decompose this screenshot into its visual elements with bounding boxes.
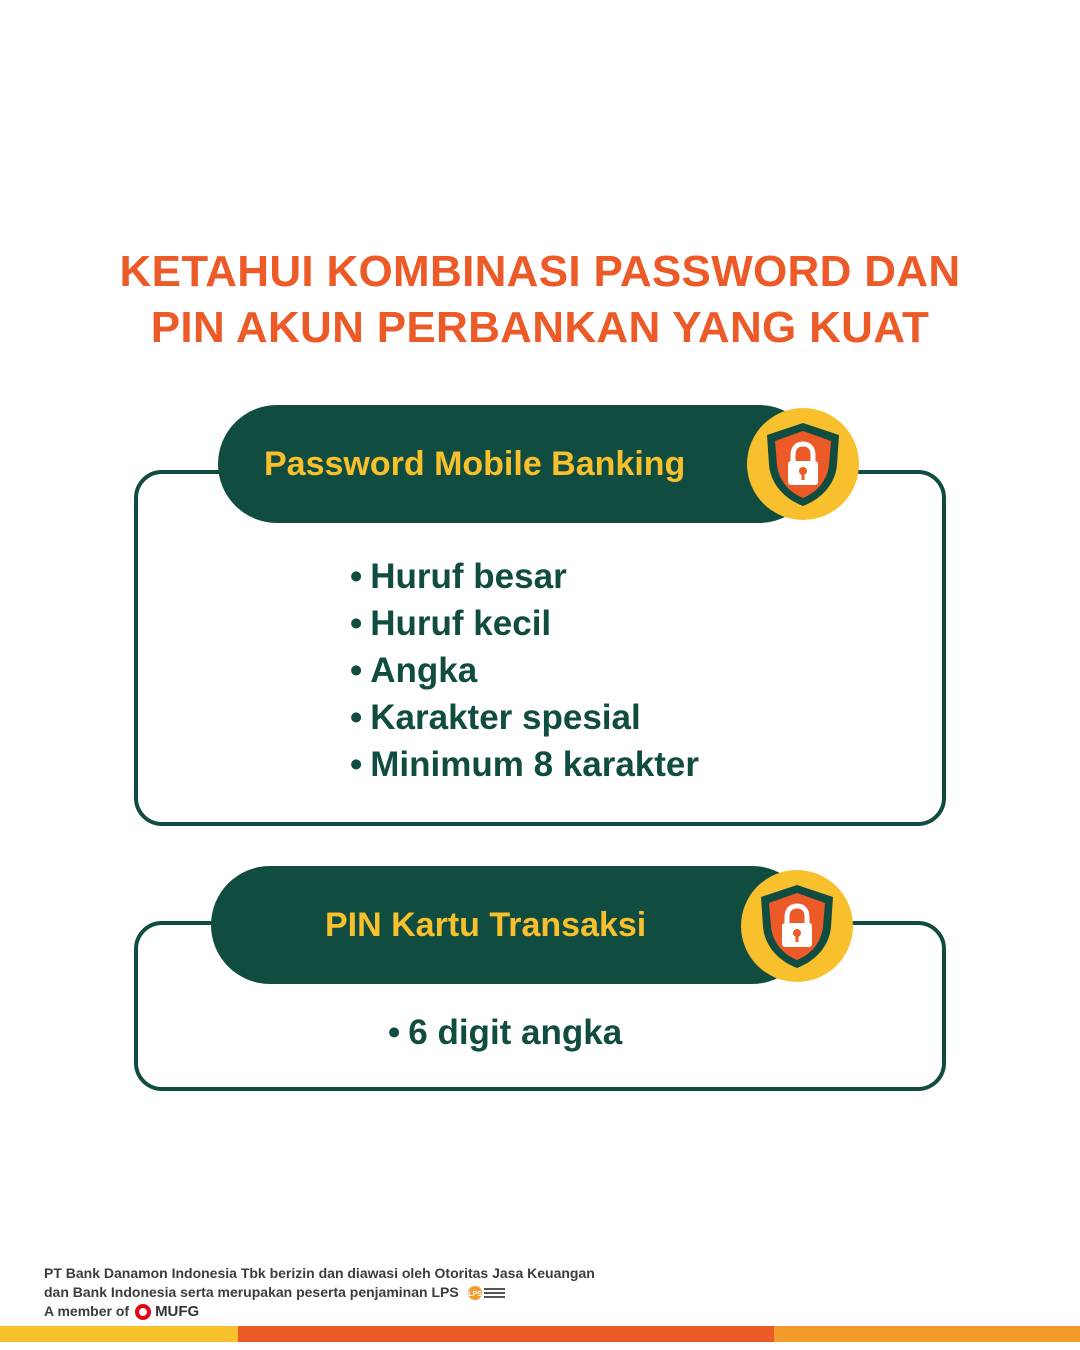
password-header-pill [218, 405, 818, 523]
list-item: • Minimum 8 karakter [350, 741, 699, 788]
list-item: • Angka [350, 647, 699, 694]
pin-header-label: PIN Kartu Transaksi [325, 905, 647, 944]
footer-line-2 [44, 1283, 595, 1302]
pin-shield-badge [741, 870, 853, 982]
legal-footer [44, 1264, 595, 1321]
mufg-logo-text: MUFG [155, 1303, 200, 1320]
title-line-1: KETAHUI KOMBINASI PASSWORD DAN [119, 247, 961, 296]
pin-header-pill [211, 866, 811, 984]
footer-line-1: PT Bank Danamon Indonesia Tbk berizin dan diawasi oleh Otoritas Jasa Keuangan [44, 1265, 595, 1281]
member-of-text: A member of [44, 1303, 130, 1319]
page-title [0, 244, 1080, 356]
list-item: • Karakter spesial [350, 694, 699, 741]
list-item: • Huruf besar [350, 553, 699, 600]
stripe-light-orange [774, 1326, 1080, 1342]
pin-requirements-list [388, 1009, 622, 1056]
svg-text:LPS: LPS [467, 1291, 482, 1299]
password-shield-badge [747, 408, 859, 520]
stripe-orange [238, 1326, 774, 1342]
stripe-yellow [0, 1326, 238, 1342]
title-line-2: PIN AKUN PERBANKAN YANG KUAT [150, 303, 930, 352]
mufg-logo-icon [135, 1304, 151, 1320]
password-header-label: Password Mobile Banking [264, 444, 686, 483]
list-item: • Huruf kecil [350, 600, 699, 647]
shield-lock-icon [755, 881, 839, 971]
footer-line-2-text: dan Bank Indonesia serta merupakan peserta penjaminan LPS [44, 1284, 459, 1300]
footer-line-3 [44, 1302, 595, 1321]
shield-lock-icon [761, 419, 845, 509]
password-requirements-list [350, 553, 699, 788]
list-item: • 6 digit angka [388, 1009, 622, 1056]
lps-logo [467, 1285, 507, 1301]
